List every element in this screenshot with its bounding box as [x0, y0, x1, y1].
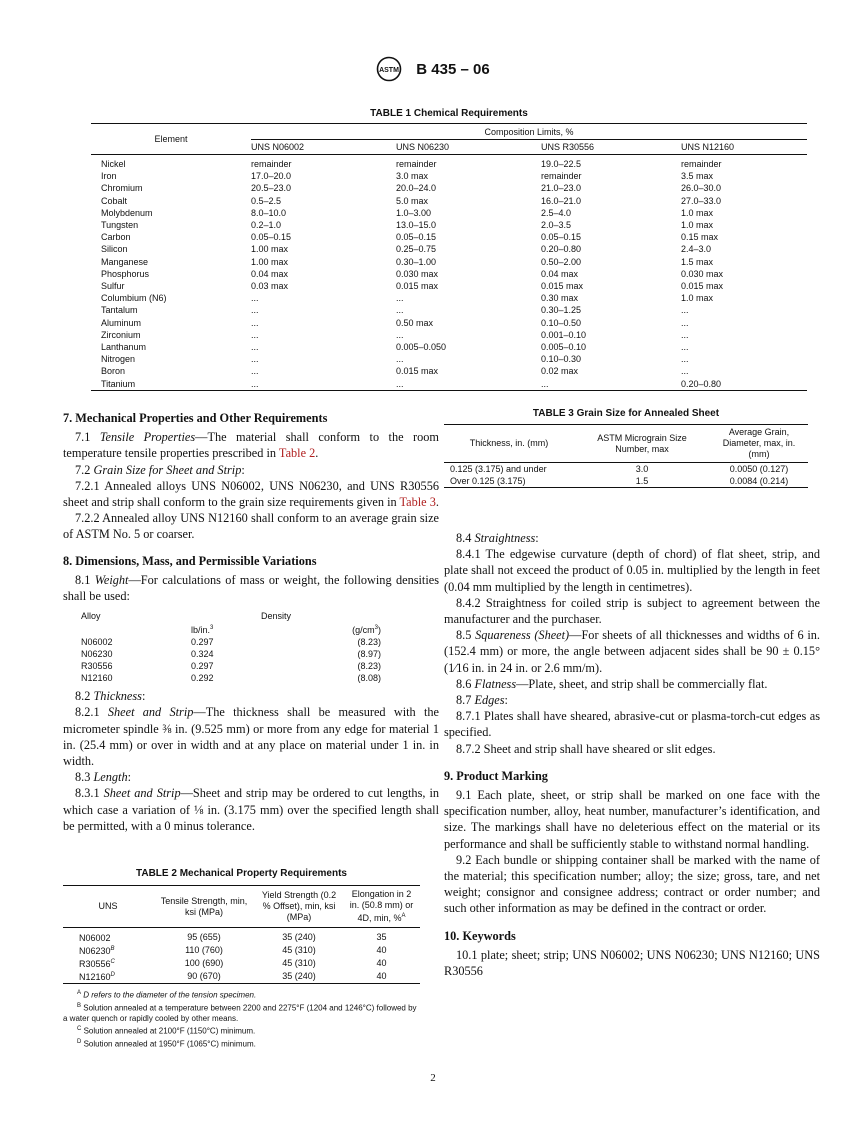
col-header: Yield Strength (0.2 % Offset), min, ksi (MPa) [255, 886, 343, 928]
table-row: N12160 0.292 (8.08) [81, 673, 381, 684]
element-name: Aluminum [101, 317, 142, 328]
col-header: UNS N12160 [681, 140, 807, 155]
table-cell: 0.0084 (0.214) [710, 475, 808, 488]
table-row: N06002 0.297 (8.23) [81, 637, 381, 648]
page-header [0, 56, 866, 82]
para-8-2: 8.2 Thickness: [75, 689, 146, 704]
table-cell: 1.00 max [251, 244, 289, 255]
table-3-link[interactable]: Table 3 [399, 495, 436, 510]
col-header: UNS R30556 [541, 140, 681, 155]
element-name: Iron [101, 171, 117, 182]
table-row [91, 304, 807, 316]
table-cell: 0.15 max [681, 232, 719, 243]
table-cell: 0.03 max [251, 281, 289, 292]
table-row [91, 292, 807, 304]
table-row [63, 928, 420, 945]
table-cell: 0.05–0.15 [396, 232, 437, 243]
table-cell: 35 (240) [255, 970, 343, 984]
element-name: Silicon [101, 244, 128, 255]
para-8-6: 8.6 Flatness—Plate, sheet, and strip shall be commercially flat. [456, 676, 768, 691]
table-cell: 0.20–0.80 [681, 378, 807, 391]
table-cell: 0.30 max [541, 293, 579, 304]
density-header: Density [261, 611, 292, 622]
table-cell: 13.0–15.0 [396, 220, 437, 231]
table-cell: 90 (670) [153, 970, 255, 984]
page-number: 2 [430, 1072, 436, 1084]
table-cell: 8.0–10.0 [251, 207, 287, 218]
grain-size-table [444, 424, 808, 488]
table-cell: 0.015 max [396, 281, 439, 292]
element-name: Cobalt [101, 195, 128, 206]
table-cell: 1.0 max [681, 293, 714, 304]
table-cell: ... [681, 354, 689, 365]
table-row [91, 268, 807, 280]
table-cell: 0.20–0.80 [541, 244, 582, 255]
table-cell: 0.10–0.50 [541, 317, 582, 328]
table-cell: 0.030 max [396, 268, 439, 279]
table-cell: ... [251, 317, 259, 328]
table-row [91, 219, 807, 231]
para-8-1: 8.1 Weight—For calculations of mass or weight, the following densities shall be used: [63, 572, 439, 604]
unit-lb-in3: lb/in.$^3$ [191, 625, 214, 636]
logo-text: ASTM [379, 67, 400, 74]
para-8-7-1: 8.7.1 Plates shall have sheared, abrasive-cut or plasma-torch-cut edges as specified. [444, 709, 820, 740]
para-7-2-1: 7.2.1 Annealed alloys UNS N06002, UNS N06230, and UNS R30556 sheet and strip shall conform to the grain size requirements given in Table 3. [63, 478, 439, 510]
element-name: Chromium [101, 183, 143, 194]
table-cell: ... [251, 342, 259, 353]
table-row [444, 475, 808, 488]
element-name: Zirconium [101, 329, 141, 340]
table-row [91, 353, 807, 365]
table-row [91, 155, 807, 171]
table-cell: 3.0 [635, 464, 649, 474]
table-cell: 3.5 max [681, 171, 714, 182]
table-row [444, 463, 808, 476]
table-cell: 0.05–0.15 [541, 232, 582, 243]
table-cell: 0.005–0.10 [541, 342, 587, 353]
element-name: Lanthanum [101, 342, 147, 353]
table-cell: 40 [343, 970, 420, 984]
standard-designation: B 435 – 06 [416, 60, 490, 78]
table-cell: $R30556^C$ [79, 959, 115, 969]
table-1 [91, 108, 807, 391]
table-cell: $N12160^D$ [63, 970, 153, 984]
footnote: $^A$ D refers to the diameter of the tension specimen. [77, 990, 257, 1000]
table-cell: 3.0 max [396, 171, 429, 182]
table-cell: 19.0–22.5 [541, 159, 582, 169]
element-name: Tantalum [101, 305, 138, 316]
table-row [91, 365, 807, 377]
table-row [91, 329, 807, 341]
table-cell: 2.0–3.5 [541, 220, 572, 231]
para-9-2: 9.2 Each bundle or shipping container shall be marked with the name of the material; this specification number; alloy; the size; gross, tare, and net weight; consignor and consignee address; contract or order number; and such other information as may be defined in the contract or order. [444, 852, 820, 916]
col-header: Tensile Strength, min, ksi (MPa) [153, 886, 255, 928]
table-cell: 0.30–1.25 [541, 305, 582, 316]
col-header: UNS [63, 886, 153, 928]
table-cell: 1.5 [574, 475, 710, 488]
table-cell: 0.0050 (0.127) [729, 464, 789, 474]
element-name: Manganese [101, 256, 149, 267]
table-cell: 0.50 max [396, 317, 434, 328]
table-cell: 0.04 max [541, 268, 579, 279]
col-header: Average Grain, Diameter, max, in. (mm) [710, 425, 808, 463]
section-7-heading: 7. Mechanical Properties and Other Requirements [63, 411, 328, 425]
table-cell: 0.005–0.050 [396, 342, 447, 353]
table-cell: 0.30–1.00 [396, 256, 437, 267]
table-cell: 1.0 max [681, 220, 714, 231]
para-7-2: 7.2 Grain Size for Sheet and Strip: [75, 462, 245, 477]
table-cell: ... [396, 305, 404, 316]
para-10-1: 10.1 plate; sheet; strip; UNS N06002; UNS N06230; UNS N12160; UNS R30556 [444, 947, 820, 979]
table-cell: ... [251, 366, 259, 377]
table-cell: remainder [681, 159, 722, 169]
table-cell: remainder [251, 159, 292, 169]
footnote: $^B$ Solution annealed at a temperature between 2200 and 2275°F (1204 and 1246°C) followed by a water quench or rapidly cooled by other means. [63, 1002, 417, 1024]
table-cell: ... [541, 378, 681, 391]
para-8-4-1: 8.4.1 The edgewise curvature (depth of chord) of flat sheet, strip, and plate shall not exceed the product of 0.05 in. multiplied by the length in feet (0.04 mm multiplied by the length in centimetres). [444, 547, 820, 594]
table-cell: ... [251, 305, 259, 316]
element-name: Titanium [91, 378, 251, 391]
table-cell: ... [251, 354, 259, 365]
table-row [91, 170, 807, 182]
table-cell: 0.015 max [396, 366, 439, 377]
element-name: Boron [101, 366, 126, 377]
right-column [444, 530, 820, 979]
table-cell: 0.25–0.75 [396, 244, 437, 255]
para-8-2-1: 8.2.1 Sheet and Strip—The thickness shall be measured with the micrometer spindle ⅜ in. (9.525 mm) or more from any edge for material 1 in. (25.4 mm) or over in width and at any place on material under 1 in. in width. [63, 705, 439, 769]
table-row [91, 195, 807, 207]
para-8-3-1: 8.3.1 Sheet and Strip—Sheet and strip may be ordered to cut lengths, in which case a variation of ⅛ in. (3.175 mm) over the specified length shall be permitted, with a 0 minus tolerance. [63, 786, 440, 833]
table-cell: 0.001–0.10 [541, 329, 587, 340]
table-cell: ... [681, 317, 689, 328]
table-row [91, 280, 807, 292]
table-cell: 0.015 max [541, 281, 584, 292]
col-header: ASTM Micrograin Size Number, max [574, 425, 710, 463]
element-name: Molybdenum [101, 207, 153, 218]
table-cell: 1.5 max [681, 256, 714, 267]
table-3-caption: TABLE 3 Grain Size for Annealed Sheet [532, 408, 720, 419]
table-cell: 40 [376, 945, 387, 955]
astm-logo-icon [376, 56, 410, 82]
table-cell: 0.04 max [251, 268, 289, 279]
table-cell: N06002 [79, 933, 111, 943]
table-cell: 2.5–4.0 [541, 207, 572, 218]
table-cell: ... [396, 293, 404, 304]
table-cell: 0.02 max [541, 366, 579, 377]
table-cell: 0.2–1.0 [251, 220, 282, 231]
table-cell: ... [681, 342, 689, 353]
table-cell: remainder [541, 171, 582, 182]
density-table [81, 610, 439, 684]
table-row [91, 231, 807, 243]
table-row [63, 970, 420, 984]
col-header: UNS N06002 [251, 140, 396, 155]
para-8-4: 8.4 Straightness: [456, 531, 539, 545]
table-row [63, 957, 420, 970]
element-name: Sulfur [101, 281, 125, 292]
table-2 [63, 868, 420, 1050]
table-cell: ... [251, 378, 396, 391]
table-cell: 20.5–23.0 [251, 183, 292, 194]
section-10-heading: 10. Keywords [444, 928, 516, 943]
table-cell: ... [251, 293, 259, 304]
table-cell: ... [396, 378, 541, 391]
table-cell: $N06230^B$ [79, 946, 115, 956]
para-8-7-2: 8.7.2 Sheet and strip shall have sheared or slit edges. [456, 741, 716, 756]
table-row [91, 256, 807, 268]
para-7-1: 7.1 Tensile Properties—The material shall conform to the room temperature tensile properties prescribed in Table 2. [63, 430, 439, 461]
table-cell: Over 0.125 (3.175) [444, 475, 574, 488]
footnote: $^C$ Solution annealed at 2100°F (1150°C) minimum. [77, 1026, 256, 1036]
table-cell: ... [396, 329, 404, 340]
para-9-1: 9.1 Each plate, sheet, or strip shall be marked on one face with the specification number, alloy, heat number, manufacturer’s identification, and size. The markings shall have no deleterious effect on the material or its performance and shall be sufficiently stable to withstand normal handling. [444, 788, 820, 851]
element-name: Tungsten [101, 220, 139, 231]
table-cell: 35 (240) [282, 932, 316, 942]
footnote: $^D$ Solution annealed at 1950°F (1065°C) minimum. [77, 1038, 256, 1049]
table-cell: 0.05–0.15 [251, 232, 292, 243]
section-9-heading: 9. Product Marking [444, 768, 548, 783]
para-8-7: 8.7 Edges: [456, 693, 508, 708]
composition-header: Composition Limits, % [251, 124, 807, 140]
table-cell: 0.50–2.00 [541, 256, 582, 267]
table-cell: 0.10–0.30 [541, 354, 582, 365]
table-cell: ... [396, 354, 404, 365]
table-row [91, 243, 807, 255]
table-cell: 1.0 max [681, 207, 714, 218]
table-cell: 0.030 max [681, 268, 724, 279]
table-cell: 95 (655) [187, 932, 221, 942]
para-8-3: 8.3 Length: [75, 770, 132, 785]
table-cell: 1.0–3.00 [396, 207, 432, 218]
col-header: Thickness, in. (mm) [444, 425, 574, 463]
para-7-2-2: 7.2.2 Annealed alloy UNS N12160 shall conform to an average grain size of ASTM No. 5 or coarser. [63, 511, 439, 542]
para-8-4-2: 8.4.2 Straightness for coiled strip is subject to agreement between the manufacturer and the purchaser. [444, 595, 820, 627]
table-row: R30556 0.297 (8.23) [81, 661, 381, 672]
table-cell: 0.5–2.5 [251, 195, 282, 206]
element-name: Columbium (N6) [101, 293, 167, 304]
left-column [63, 410, 439, 834]
table-cell: 40 [376, 958, 387, 968]
table-cell: 27.0–33.0 [681, 195, 722, 206]
table-cell: 45 (310) [282, 945, 316, 955]
table-row [91, 207, 807, 219]
table-cell: 20.0–24.0 [396, 183, 437, 194]
table-2-footnotes [63, 988, 420, 1050]
table-cell: 17.0–20.0 [251, 171, 292, 182]
element-header: Element [91, 124, 251, 155]
table-cell: 0.015 max [681, 281, 724, 292]
col-header-elongation: Elongation in 2 in. (50.8 mm) or 4D, min, %$^A$ [343, 886, 420, 928]
element-name: Nickel [101, 159, 126, 169]
chemical-requirements-table [91, 123, 807, 391]
table-cell: 100 (690) [184, 958, 224, 968]
table-cell: ... [681, 305, 689, 316]
table-cell: remainder [396, 159, 437, 169]
table-cell: 0.125 (3.175) and under [450, 464, 547, 474]
table-cell: 5.0 max [396, 195, 429, 206]
table-cell: 45 (310) [282, 958, 316, 968]
element-name: Carbon [101, 232, 131, 243]
section-8-heading: 8. Dimensions, Mass, and Permissible Variations [63, 553, 317, 568]
element-name: Phosphorus [101, 268, 150, 279]
table-row [91, 378, 807, 391]
table-row [91, 317, 807, 329]
table-cell: 2.4–3.0 [681, 244, 712, 255]
table-2-caption: TABLE 2 Mechanical Property Requirements [136, 868, 347, 879]
mechanical-property-table [63, 885, 420, 984]
table-cell: ... [681, 366, 689, 377]
table-cell: ... [681, 329, 689, 340]
col-header: UNS N06230 [396, 140, 541, 155]
table-row [91, 341, 807, 353]
table-cell: 1.00 max [251, 256, 289, 267]
element-name: Nitrogen [101, 354, 136, 365]
table-cell: 35 [376, 932, 387, 942]
table-cell: 26.0–30.0 [681, 183, 722, 194]
table-3 [444, 408, 808, 488]
table-row [91, 182, 807, 194]
table-2-link[interactable]: Table 2 [278, 446, 316, 461]
unit-g-cm3: $(g/cm^3)$ [352, 625, 381, 636]
table-row: N06230 0.324 (8.97) [81, 649, 381, 660]
table-cell: 16.0–21.0 [541, 195, 582, 206]
table-cell: 110 (760) [185, 945, 223, 955]
para-8-5: 8.5 Squareness (Sheet)—For sheets of all thicknesses and widths of 6 in. (152.4 mm) or more, the angle between adjacent sides shall be 90 ± 0.15° (1⁄16 in. in 24 in. or 2.6 mm/m). [444, 628, 820, 675]
table-1-caption: TABLE 1 Chemical Requirements [370, 108, 528, 119]
table-cell: 21.0–23.0 [541, 183, 582, 194]
table-row [63, 944, 420, 957]
table-cell: ... [251, 329, 259, 340]
alloy-header: Alloy [81, 611, 101, 622]
